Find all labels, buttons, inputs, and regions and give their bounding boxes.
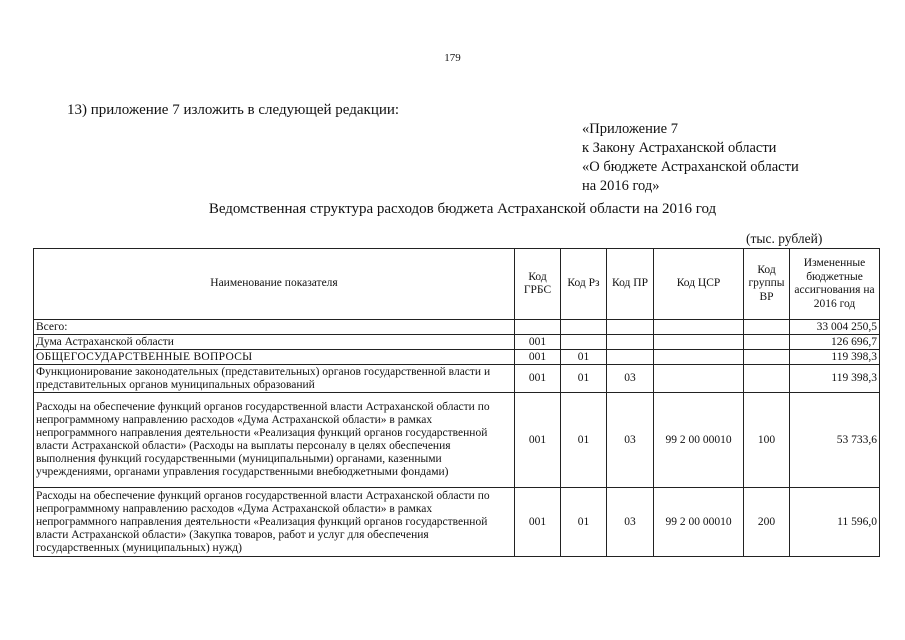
cell-name: Функционирование законодательных (представительных) органов государственной власти и представительных органов муниципальных образований xyxy=(34,365,515,393)
cell-vr xyxy=(744,350,790,365)
cell-vr xyxy=(744,365,790,393)
cell-vr: 200 xyxy=(744,488,790,557)
cell-rz: 01 xyxy=(561,488,607,557)
cell-vr xyxy=(744,320,790,335)
cell-name: Дума Астраханской области xyxy=(34,335,515,350)
header-amount: Измененные бюджетные ассигнования на 2016 год xyxy=(790,249,880,320)
cell-rz: 01 xyxy=(561,393,607,488)
header-vr: Код группы ВР xyxy=(744,249,790,320)
intro-text: 13) приложение 7 изложить в следующей редакции: xyxy=(67,102,400,118)
cell-pr: 03 xyxy=(607,488,654,557)
cell-pr xyxy=(607,335,654,350)
header-rz: Код Рз xyxy=(561,249,607,320)
header-csr: Код ЦСР xyxy=(654,249,744,320)
cell-csr: 99 2 00 00010 xyxy=(654,393,744,488)
appendix-heading xyxy=(582,120,799,196)
cell-pr: 03 xyxy=(607,365,654,393)
cell-csr xyxy=(654,320,744,335)
cell-amount: 53 733,6 xyxy=(790,393,880,488)
cell-amount: 126 696,7 xyxy=(790,335,880,350)
appendix-line: к Закону Астраханской области xyxy=(582,140,777,156)
cell-rz: 01 xyxy=(561,365,607,393)
table-header-row xyxy=(34,249,880,320)
cell-pr xyxy=(607,320,654,335)
cell-pr: 03 xyxy=(607,393,654,488)
appendix-line: «Приложение 7 xyxy=(582,121,678,137)
cell-csr: 99 2 00 00010 xyxy=(654,488,744,557)
cell-name: Всего: xyxy=(34,320,515,335)
header-pr: Код ПР xyxy=(607,249,654,320)
cell-grbs: 001 xyxy=(515,335,561,350)
table-row xyxy=(34,320,880,335)
cell-grbs: 001 xyxy=(515,365,561,393)
cell-grbs: 001 xyxy=(515,350,561,365)
cell-amount: 11 596,0 xyxy=(790,488,880,557)
cell-rz xyxy=(561,320,607,335)
table-row xyxy=(34,393,880,488)
cell-amount: 119 398,3 xyxy=(790,350,880,365)
cell-rz: 01 xyxy=(561,350,607,365)
cell-name: Расходы на обеспечение функций органов государственной власти Астраханской области по непрограммному направлению расходов «Дума Астраханской области» в рамках непрограммного направления деятельности «Реализация функций органов государственной власти Астраханской области» (Расходы на выплаты персоналу в целях обеспечения выполнения функций государственными (муниципальными) органами, казенными учреждениями, органами управления государственными внебюджетными фондами) xyxy=(34,393,515,488)
cell-amount: 119 398,3 xyxy=(790,365,880,393)
header-grbs: Код ГРБС xyxy=(515,249,561,320)
cell-name: Расходы на обеспечение функций органов государственной власти Астраханской области по непрограммному направлению расходов «Дума Астраханской области» в рамках непрограммного направления деятельности «Реализация функций органов государственной власти Астраханской области» (Закупка товаров, работ и услуг для обеспечения государственных (муниципальных) нужд) xyxy=(34,488,515,557)
cell-name: ОБЩЕГОСУДАРСТВЕННЫЕ ВОПРОСЫ xyxy=(34,350,515,365)
table-row xyxy=(34,335,880,350)
cell-rz xyxy=(561,335,607,350)
budget-table xyxy=(33,248,880,557)
cell-pr xyxy=(607,350,654,365)
cell-grbs xyxy=(515,320,561,335)
cell-amount: 33 004 250,5 xyxy=(790,320,880,335)
page-number: 179 xyxy=(444,52,461,64)
table-row xyxy=(34,488,880,557)
document-title: Ведомственная структура расходов бюджета Астраханской области на 2016 год xyxy=(208,201,717,217)
cell-csr xyxy=(654,335,744,350)
appendix-line: «О бюджете Астраханской области xyxy=(582,159,799,175)
appendix-line: на 2016 год» xyxy=(582,178,660,194)
cell-csr xyxy=(654,350,744,365)
cell-vr xyxy=(744,335,790,350)
table-row xyxy=(34,365,880,393)
cell-csr xyxy=(654,365,744,393)
cell-vr: 100 xyxy=(744,393,790,488)
header-name: Наименование показателя xyxy=(34,249,515,320)
cell-grbs: 001 xyxy=(515,393,561,488)
table-row xyxy=(34,350,880,365)
cell-grbs: 001 xyxy=(515,488,561,557)
units-label: (тыс. рублей) xyxy=(746,231,823,246)
